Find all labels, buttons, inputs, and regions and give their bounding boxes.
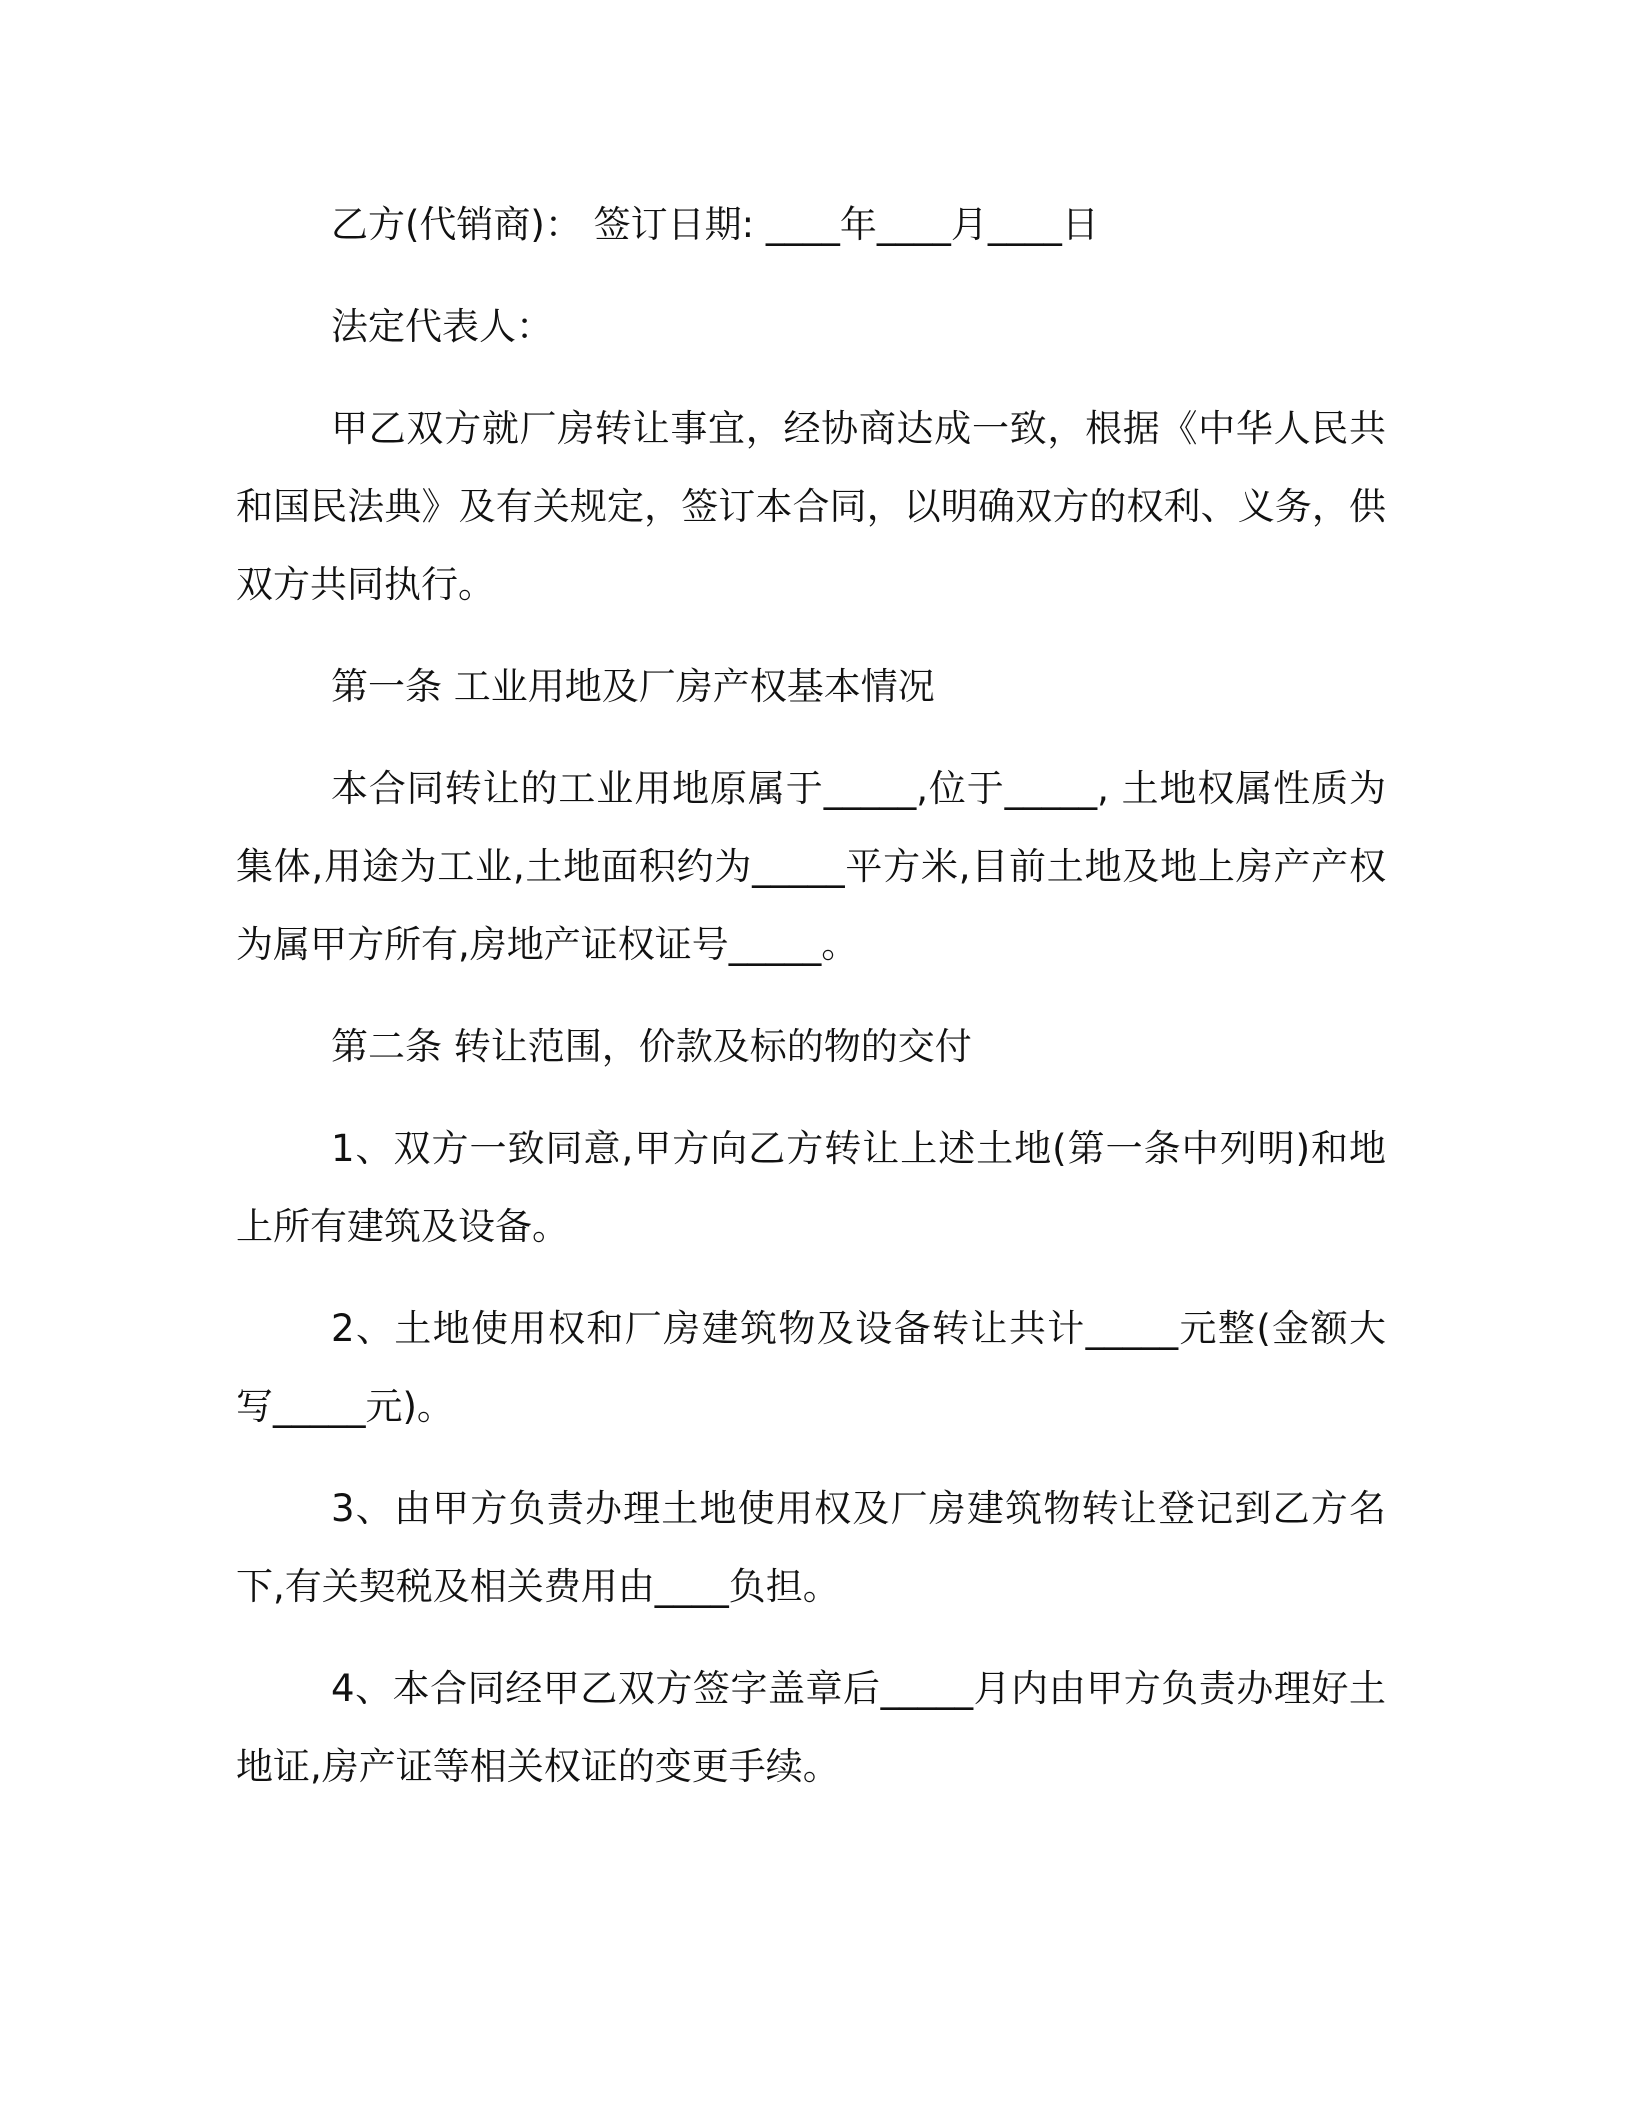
article-1-heading: 第一条 工业用地及厂房产权基本情况 [331, 665, 935, 708]
article-2-clause-2: 2、土地使用权和厂房建筑物及设备转让共计_____元整(金额大写_____元)。 [236, 1307, 1386, 1428]
article-1-body: 本合同转让的工业用地原属于_____,位于_____, 土地权属性质为集体,用途为工业,土地面积约为_____平方米,目前土地及地上房产产权为属甲方所有,房地产证权证号_____。 [236, 767, 1386, 966]
party-b-signing-date-line: 乙方(代销商)： 签订日期: ____年____月____日 [331, 203, 1099, 246]
article-2-clause-1: 1、双方一致同意,甲方向乙方转让上述土地(第一条中列明)和地上所有建筑及设备。 [236, 1127, 1386, 1248]
document-body [236, 186, 1386, 1830]
article-2-clause-3: 3、由甲方负责办理土地使用权及厂房建筑物转让登记到乙方名下,有关契税及相关费用由____负担。 [236, 1487, 1386, 1608]
preamble-paragraph: 甲乙双方就厂房转让事宜，经协商达成一致，根据《中华人民共和国民法典》及有关规定，签订本合同，以明确双方的权利、义务，供双方共同执行。 [236, 407, 1386, 606]
article-2-clause-4: 4、本合同经甲乙双方签字盖章后_____月内由甲方负责办理好土地证,房产证等相关权证的变更手续。 [236, 1667, 1386, 1788]
legal-representative-line: 法定代表人： [331, 305, 553, 348]
article-2-heading: 第二条 转让范围，价款及标的物的交付 [331, 1025, 972, 1068]
